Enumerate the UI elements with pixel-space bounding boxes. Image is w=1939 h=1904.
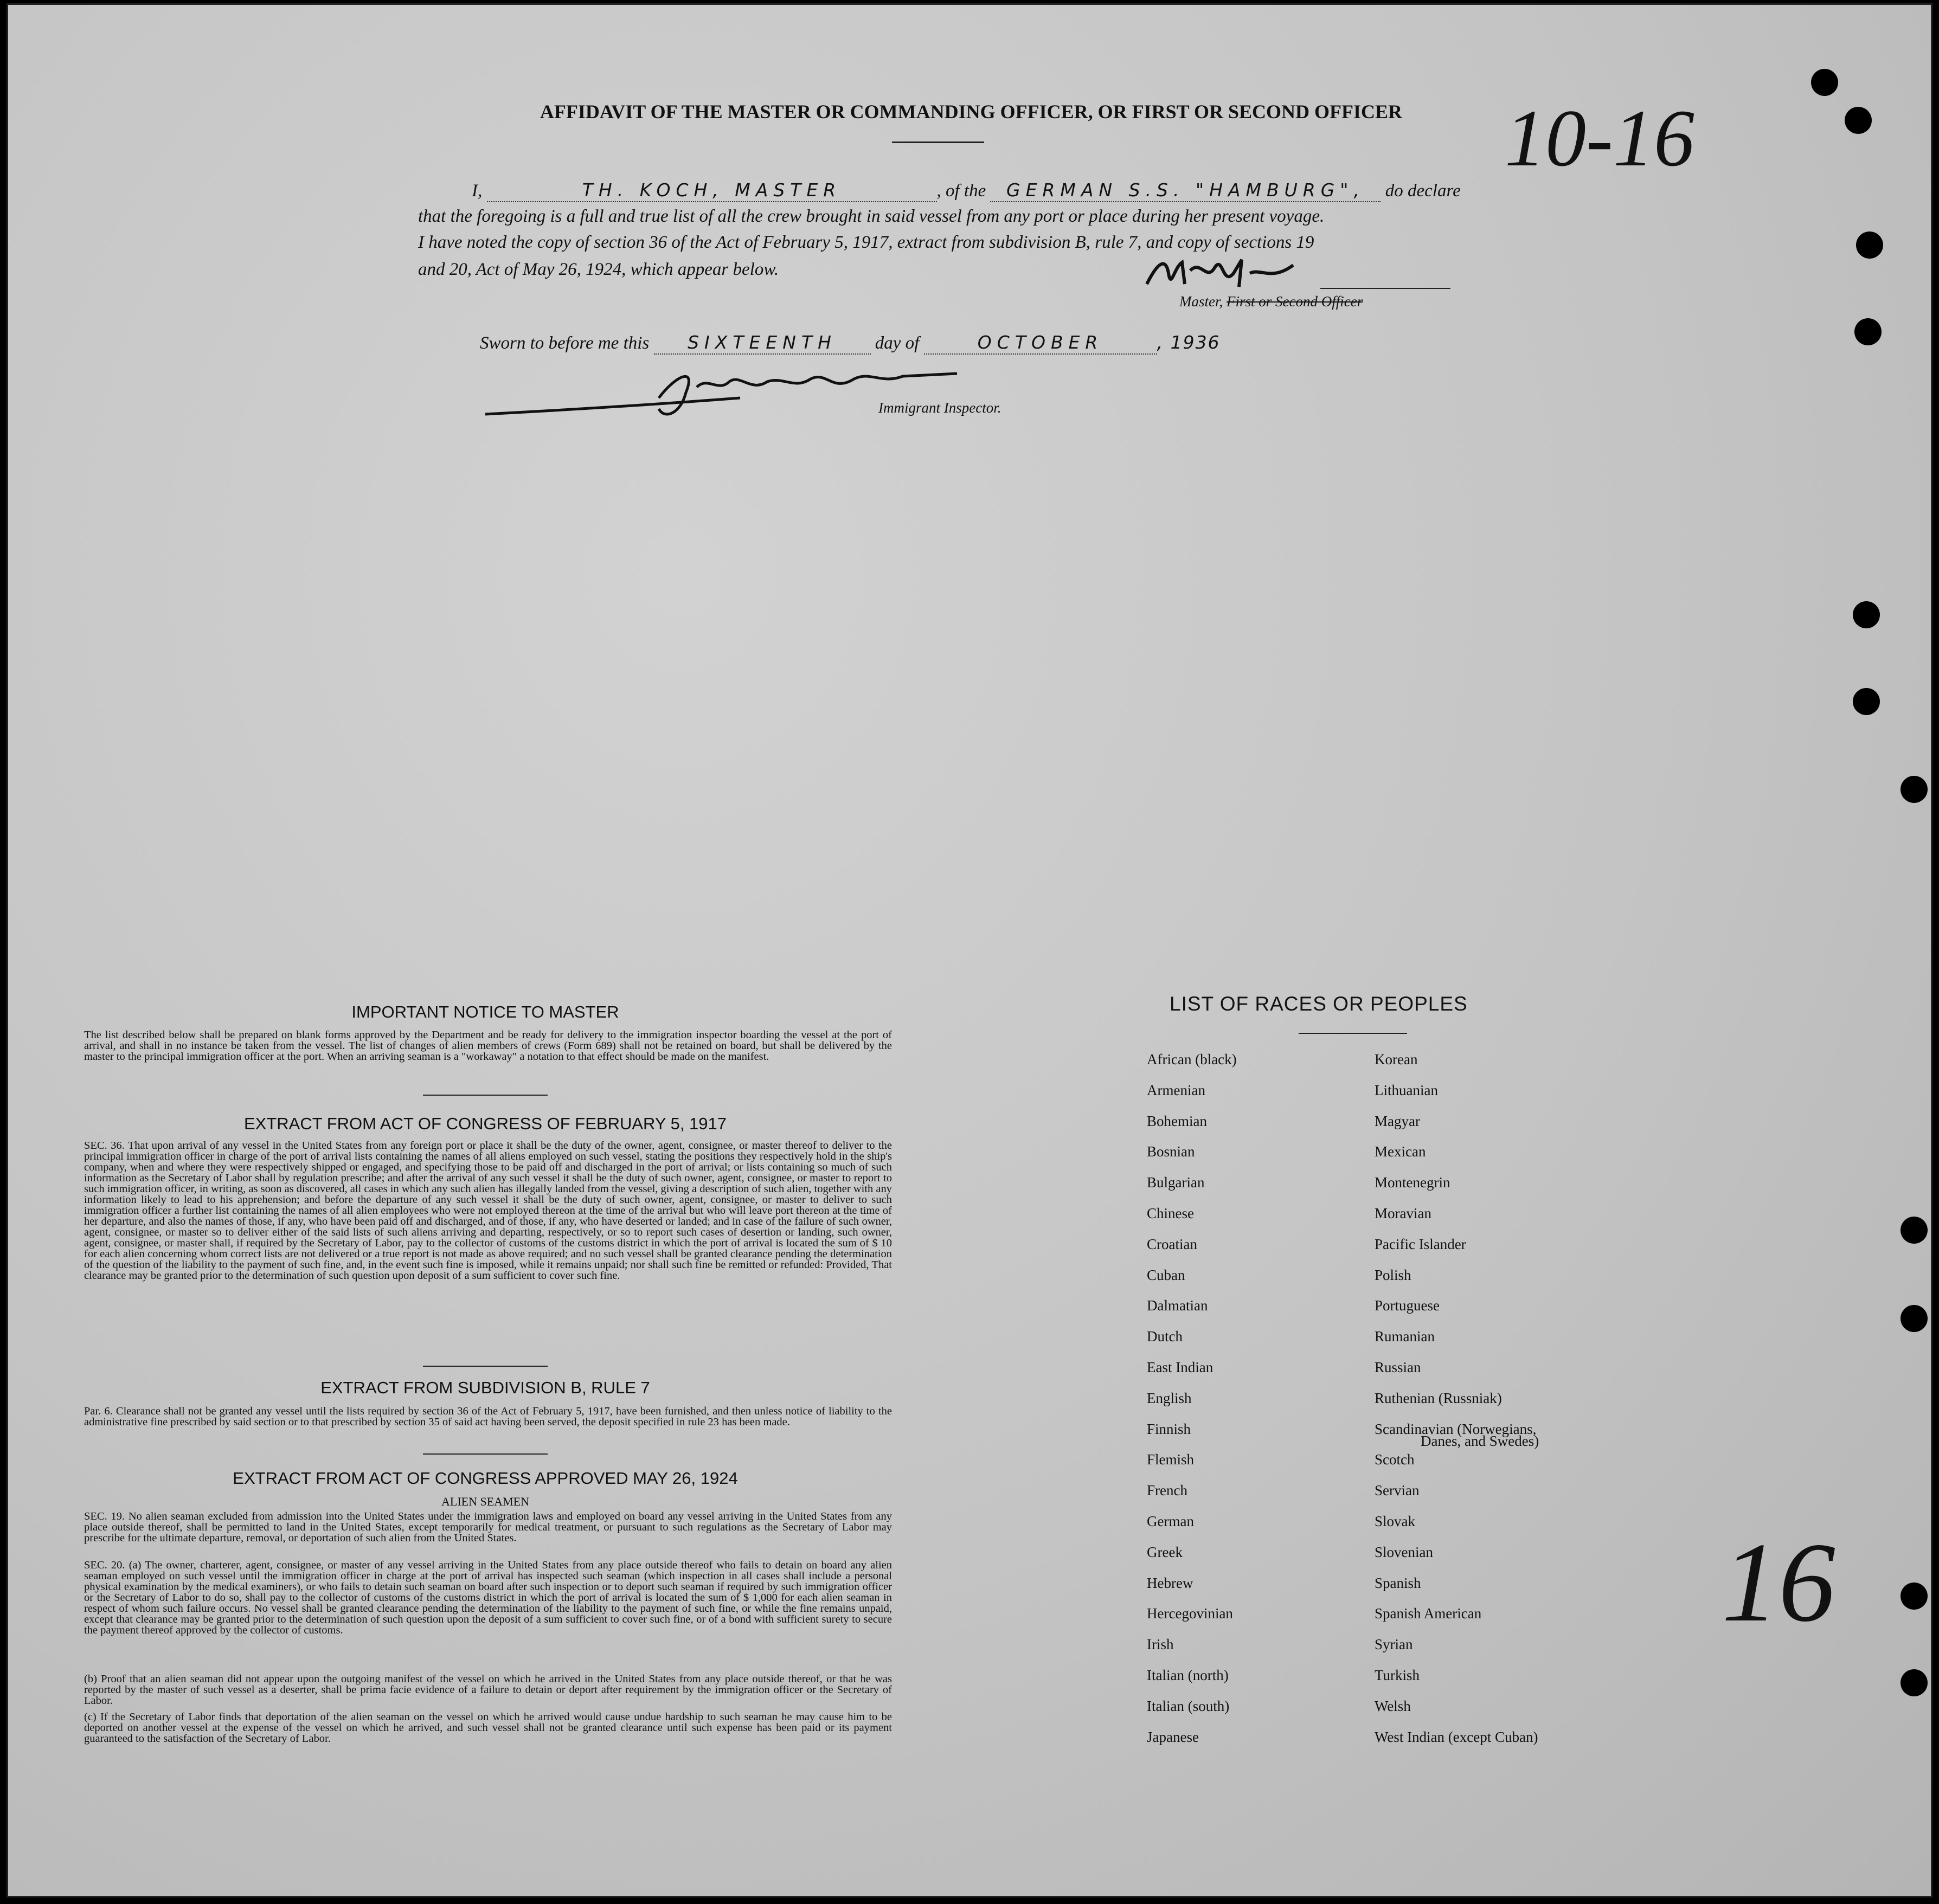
rule7-title: EXTRACT FROM SUBDIVISION B, RULE 7: [320, 1378, 650, 1397]
race-item: Mexican: [1375, 1143, 1426, 1160]
race-item: Portuguese: [1375, 1297, 1440, 1314]
race-item: Moravian: [1375, 1205, 1431, 1221]
races-rule: [1299, 1033, 1407, 1034]
race-item: Magyar: [1375, 1112, 1420, 1129]
extract-1924-sec20c: (c) If the Secretary of Labor finds that deportation of the alien seaman on the vessel on which he arrived would cause undue hardship to such seaman he may cause him to be deported on another vessel at the expense of the vessel on which he arrived, and such vessel shall not be granted clearance until such expense has been paid or its payment guaranteed to the satisfaction of the Secretary of Labor.: [84, 1711, 892, 1745]
race-item: Polish: [1375, 1266, 1411, 1283]
race-item: Spanish American: [1375, 1605, 1482, 1622]
title-rule: [892, 141, 984, 143]
sworn-pre: Sworn to before me this: [480, 333, 650, 353]
sworn-month: OCTOBER: [977, 332, 1103, 353]
affidavit-line-3: I have noted the copy of section 36 of the Act of February 5, 1917, extract from subdivision B, rule 7, and copy of sections 19: [418, 233, 1314, 252]
race-item: Korean: [1375, 1051, 1418, 1067]
race-item: Rumanian: [1375, 1328, 1435, 1345]
inspector-label: Immigrant Inspector.: [878, 400, 1001, 416]
race-item: East Indian: [1147, 1359, 1214, 1375]
punch-hole: [1811, 69, 1838, 96]
master-signature-rule: [1320, 288, 1450, 289]
line1-post: do declare: [1385, 181, 1461, 201]
race-item: Cuban: [1147, 1266, 1185, 1283]
sworn-day-field: [654, 332, 871, 355]
race-item: Hebrew: [1147, 1574, 1193, 1591]
punch-hole: [1853, 601, 1880, 628]
race-item: West Indian (except Cuban): [1375, 1728, 1538, 1745]
document-page: [7, 3, 1932, 1897]
rule7-text: Par. 6. Clearance shall not be granted any vessel until the lists required by section 36 of the Act of February 5, 1917, have been furnished, and then unless notice of liability to the administrative fine prescribed by said section or to that prescribed by section 35 of said act having been served, the deposit specified in rule 23 has been made.: [84, 1405, 892, 1428]
affidavit-line-2: that the foregoing is a full and true list of all the crew brought in said vessel from any port or place during her present voyage.: [418, 207, 1325, 226]
race-item: Syrian: [1375, 1636, 1413, 1653]
race-item: Italian (south): [1147, 1697, 1230, 1714]
officer-name: TH. KOCH, MASTER: [582, 179, 842, 201]
race-item: Slovenian: [1375, 1543, 1433, 1560]
race-item: French: [1147, 1482, 1187, 1499]
handwritten-number-top: 10-16: [1505, 93, 1694, 183]
sworn-day: SIXTEENTH: [688, 332, 837, 353]
race-item: Greek: [1147, 1543, 1183, 1560]
line1-mid: , of the: [936, 181, 986, 201]
race-item: Scandinavian (Norwegians,: [1375, 1420, 1537, 1437]
race-item: Dutch: [1147, 1328, 1183, 1345]
race-item: Irish: [1147, 1636, 1174, 1653]
notice-rule: [423, 1095, 548, 1096]
race-item: Lithuanian: [1375, 1082, 1438, 1098]
affidavit-line-4: and 20, Act of May 26, 1924, which appear below.: [418, 260, 779, 279]
line1-pre: I,: [472, 181, 483, 201]
vessel-name: GERMAN S.S. "HAMBURG",: [1006, 179, 1365, 201]
race-item: Croatian: [1147, 1236, 1197, 1252]
punch-hole: [1901, 1305, 1928, 1332]
master-label-line: [1179, 293, 1363, 310]
officer-name-field: [487, 179, 937, 202]
race-item: Turkish: [1375, 1667, 1420, 1683]
punch-hole: [1854, 318, 1882, 345]
race-item: Pacific Islander: [1375, 1236, 1466, 1252]
inspector-signature: [480, 360, 968, 428]
race-item: Slovak: [1375, 1513, 1416, 1529]
race-item: Spanish: [1375, 1574, 1421, 1591]
extract-1917-text: SEC. 36. That upon arrival of any vessel in the United States from any foreign port or place it shall be the duty of the owner, agent, consignee, or master thereof to deliver to the principal immigration officer in charge of the port of arrival lists containing the names of all aliens employed on such vessel, stating the positions they respectively hold in the ship's company, when and where they were respectively shipped or engaged, and specifying those to be paid off and discharged in the port of arrival; or lists containing so much of such information as the Secretary of Labor shall by regulation prescribe; and after the arrival of any such vessel it shall be the duty of such owner, agent, consignee, or master to report to such immigration officer, in writing, as soon as discovered, all cases in which any such alien has illegally landed from the vessel, giving a description of such alien, together with any information likely to lead to his apprehension; and before the departure of any such vessel it shall be the duty of such owner, agent, consignee, or master to deliver to such immigration officer a further list containing the names of all alien employees who were not employed thereon at the time of the arrival but who will leave port thereon at the time of her departure, and also the names of those, if any, who have been paid off and discharged, and of those, if any, who have deserted or landed; and in case of the failure of such owner, agent, consignee, or master so to deliver either of the said lists of such aliens arriving and departing, respectively, or so to report such cases of desertion or landing, such owner, agent, consignee, or master shall, if required by the Secretary of Labor, pay to the collector of customs of the customs district in which the port of arrival is located the sum of $ 10 for each alien concerning whom correct lists are not delivered or a true report is not made as above required; and no such vessel shall be granted clearance pending the determination of the question of the liability to the payment of such fine, and, in the event such fine is imposed, while it remains unpaid; nor shall such fine be remitted or refunded: Provided, That clearance may be granted prior to the determination of such question upon deposit of a sum sufficient to cover such fine.: [84, 1140, 892, 1282]
vessel-name-field: [990, 179, 1381, 202]
race-item: Italian (north): [1147, 1667, 1229, 1683]
punch-hole: [1901, 1217, 1928, 1244]
sworn-line: [480, 332, 1221, 355]
notice-text: The list described below shall be prepared on blank forms approved by the Department and be ready for delivery to the immigration inspector boarding the vessel at the port of arrival, and shall in no instance be taken from the vessel. The list of changes of alien members of crews (Form 689) shall not be retained on board, but shall be delivered by the master to the principal immigration officer at the port. When an arriving seaman is a "workaway" a notation to that effect should be made on the manifest.: [84, 1029, 892, 1063]
extract-1917-rule: [423, 1366, 548, 1367]
punch-hole: [1845, 107, 1872, 134]
sworn-year: , 1936: [1157, 332, 1221, 353]
extract-1924-sec20a: SEC. 20. (a) The owner, charterer, agent, consignee, or master of any vessel arriving in the United States from any place outside thereof who fails to detain on board any alien seaman employed on such vessel until the immigration officer in charge at the port of arrival has inspected such seaman (which inspection in all cases shall include a personal physical examination by the medical examiners), or who fails to detain such seaman on board after such inspection or to deport such seaman if required by such immigration officer or the Secretary of Labor to do so, shall pay to the collector of customs of the customs district in which the port of arrival is located the sum of $ 1,000 for each alien seaman in respect of whom such failure occurs. No vessel shall be granted clearance pending the determination of the liability to the payment of such fine, or while the fine remains unpaid, except that clearance may be granted prior to the determination of such question upon the deposit of a sum sufficient to cover such fine, or of a bond with sufficient surety to secure the payment thereof approved by the collector of customs.: [84, 1559, 892, 1636]
race-item: Armenian: [1147, 1082, 1205, 1098]
punch-hole: [1901, 1583, 1928, 1610]
race-item: Dalmatian: [1147, 1297, 1208, 1314]
extract-1924-sec20b: (b) Proof that an alien seaman did not appear upon the outgoing manifest of the vessel on which he arrived in the United States from any place outside thereof, or that he was reported by the master of such vessel as a deserter, shall be prima facie evidence of a failure to detain or deport after requirement by the immigration officer or the Secretary of Labor.: [84, 1673, 892, 1707]
race-item: German: [1147, 1513, 1194, 1529]
affidavit-title: AFFIDAVIT OF THE MASTER OR COMMANDING OFFICER, OR FIRST OR SECOND OFFICER: [540, 101, 1403, 123]
extract-1924-sec19: SEC. 19. No alien seaman excluded from admission into the United States under the immigration laws and employed on board any vessel arriving in the United States from any place outside thereof, shall be permitted to land in the United States, except temporarily for medical treatment, or pursuant to such regulations as the Secretary of Labor may prescribe for the ultimate departure, removal, or deportation of such alien from the United States.: [84, 1510, 892, 1544]
punch-hole: [1901, 1669, 1928, 1696]
race-item: Bohemian: [1147, 1112, 1207, 1129]
race-item: Ruthenian (Russniak): [1375, 1390, 1502, 1406]
races-title: LIST OF RACES OR PEOPLES: [1170, 993, 1468, 1015]
race-item: Servian: [1375, 1482, 1420, 1499]
race-item: Scotch: [1375, 1451, 1415, 1468]
rule7-rule: [423, 1453, 548, 1455]
affidavit-line-1: [472, 179, 1461, 202]
sworn-month-field: [924, 332, 1157, 355]
master-label: Master,: [1179, 293, 1223, 310]
race-item: Bosnian: [1147, 1143, 1195, 1160]
punch-hole: [1901, 776, 1928, 803]
race-item: Chinese: [1147, 1205, 1194, 1221]
race-item: Hercegovinian: [1147, 1605, 1233, 1622]
handwritten-number-bottom: 16: [1722, 1520, 1835, 1645]
race-scandinavian-continued: Danes, and Swedes): [1421, 1433, 1539, 1449]
race-item: Montenegrin: [1375, 1174, 1450, 1191]
master-signature: [1141, 252, 1304, 298]
struck-officer-label: First or Second Officer: [1227, 293, 1363, 310]
punch-hole: [1856, 231, 1883, 259]
punch-hole: [1853, 688, 1880, 715]
race-item: Welsh: [1375, 1697, 1411, 1714]
race-item: Flemish: [1147, 1451, 1195, 1468]
race-item: English: [1147, 1390, 1192, 1406]
sworn-mid: day of: [875, 333, 920, 353]
extract-1924-subtitle: ALIEN SEAMEN: [441, 1495, 529, 1508]
race-item: Russian: [1375, 1359, 1421, 1375]
notice-title: IMPORTANT NOTICE TO MASTER: [351, 1002, 619, 1021]
race-item: Finnish: [1147, 1420, 1191, 1437]
race-item: African (black): [1147, 1051, 1237, 1067]
extract-1917-title: EXTRACT FROM ACT OF CONGRESS OF FEBRUARY 5, 1917: [243, 1114, 727, 1133]
race-item: Japanese: [1147, 1728, 1199, 1745]
extract-1924-title: EXTRACT FROM ACT OF CONGRESS APPROVED MAY 26, 1924: [233, 1469, 738, 1488]
race-item: Bulgarian: [1147, 1174, 1205, 1191]
